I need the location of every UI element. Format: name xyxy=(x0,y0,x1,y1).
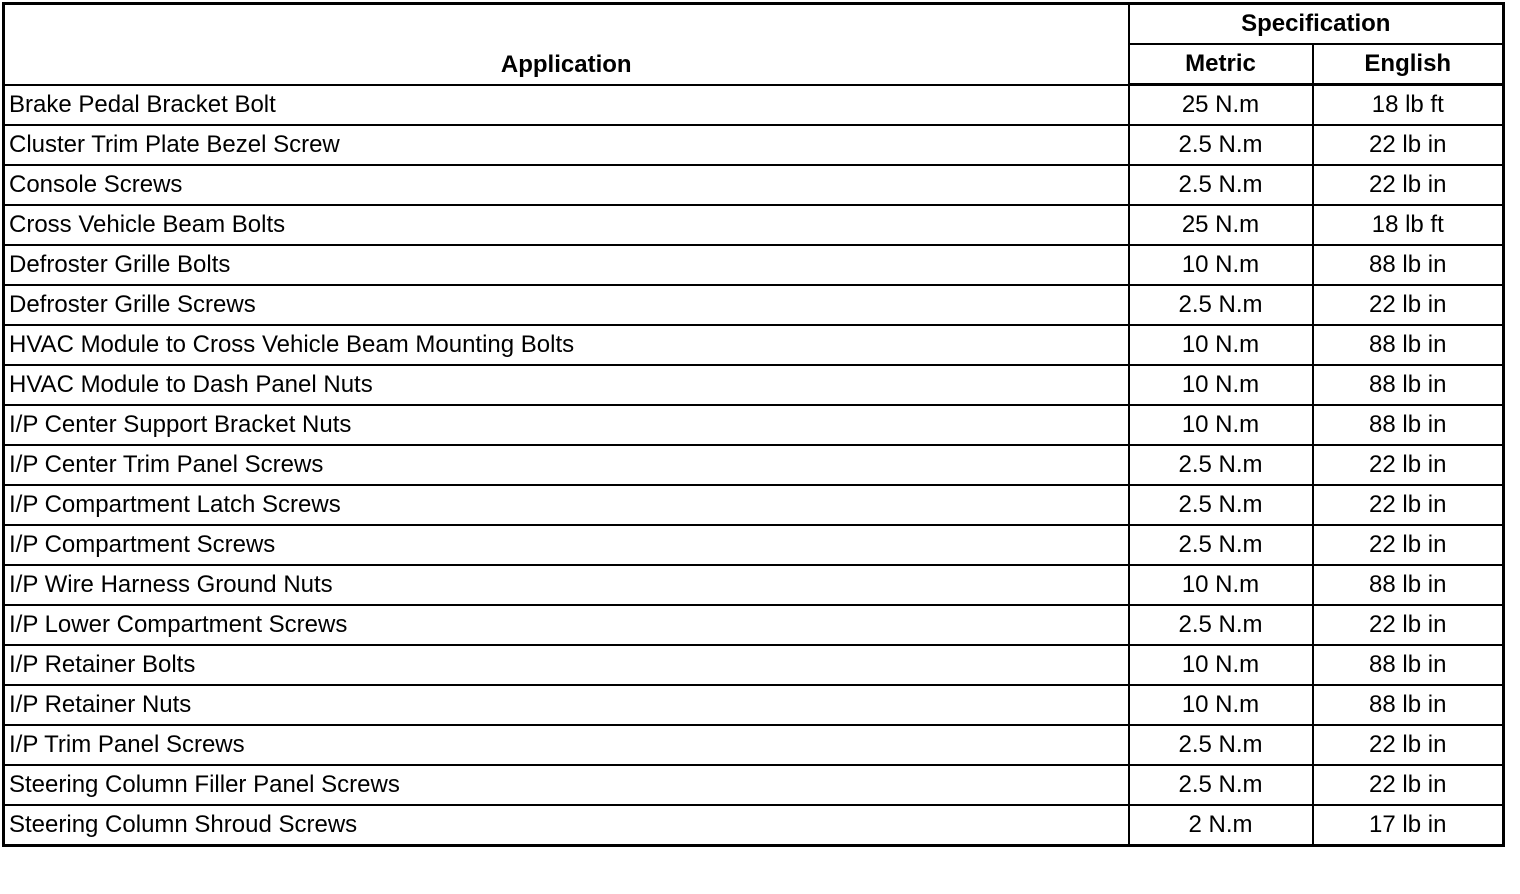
english-cell: 88 lb in xyxy=(1313,565,1504,605)
table-row xyxy=(4,685,1504,725)
metric-cell: 2.5 N.m xyxy=(1129,165,1313,205)
table-row xyxy=(4,485,1504,525)
metric-cell: 25 N.m xyxy=(1129,85,1313,126)
table-row xyxy=(4,405,1504,445)
fastener-specification-table xyxy=(2,2,1505,847)
application-cell: HVAC Module to Cross Vehicle Beam Mounting Bolts xyxy=(4,325,1129,365)
english-cell: 88 lb in xyxy=(1313,405,1504,445)
metric-cell: 2.5 N.m xyxy=(1129,605,1313,645)
specification-column-header: Specification xyxy=(1129,4,1504,45)
metric-cell: 2.5 N.m xyxy=(1129,725,1313,765)
application-cell: I/P Retainer Nuts xyxy=(4,685,1129,725)
table-row xyxy=(4,725,1504,765)
metric-cell: 10 N.m xyxy=(1129,685,1313,725)
metric-cell: 10 N.m xyxy=(1129,325,1313,365)
metric-cell: 2.5 N.m xyxy=(1129,285,1313,325)
english-cell: 17 lb in xyxy=(1313,805,1504,846)
table-row xyxy=(4,85,1504,126)
header-row-top xyxy=(4,4,1504,45)
application-column-header: Application xyxy=(4,4,1129,85)
application-cell: Brake Pedal Bracket Bolt xyxy=(4,85,1129,126)
english-cell: 88 lb in xyxy=(1313,245,1504,285)
application-cell: I/P Center Support Bracket Nuts xyxy=(4,405,1129,445)
metric-cell: 2.5 N.m xyxy=(1129,525,1313,565)
english-cell: 22 lb in xyxy=(1313,725,1504,765)
english-cell: 22 lb in xyxy=(1313,445,1504,485)
metric-cell: 2 N.m xyxy=(1129,805,1313,846)
metric-cell: 10 N.m xyxy=(1129,565,1313,605)
table-row xyxy=(4,445,1504,485)
application-cell: Cross Vehicle Beam Bolts xyxy=(4,205,1129,245)
application-cell: I/P Compartment Screws xyxy=(4,525,1129,565)
english-cell: 88 lb in xyxy=(1313,325,1504,365)
table-row xyxy=(4,365,1504,405)
english-cell: 22 lb in xyxy=(1313,285,1504,325)
english-cell: 18 lb ft xyxy=(1313,205,1504,245)
application-cell: I/P Trim Panel Screws xyxy=(4,725,1129,765)
metric-cell: 2.5 N.m xyxy=(1129,445,1313,485)
english-cell: 18 lb ft xyxy=(1313,85,1504,126)
english-cell: 88 lb in xyxy=(1313,365,1504,405)
metric-cell: 2.5 N.m xyxy=(1129,485,1313,525)
table-row xyxy=(4,805,1504,846)
table-row xyxy=(4,285,1504,325)
english-cell: 88 lb in xyxy=(1313,685,1504,725)
application-cell: Defroster Grille Bolts xyxy=(4,245,1129,285)
english-cell: 22 lb in xyxy=(1313,525,1504,565)
metric-cell: 2.5 N.m xyxy=(1129,125,1313,165)
english-cell: 22 lb in xyxy=(1313,765,1504,805)
english-cell: 22 lb in xyxy=(1313,125,1504,165)
table-row xyxy=(4,325,1504,365)
english-cell: 88 lb in xyxy=(1313,645,1504,685)
metric-cell: 10 N.m xyxy=(1129,405,1313,445)
application-cell: I/P Center Trim Panel Screws xyxy=(4,445,1129,485)
metric-cell: 10 N.m xyxy=(1129,645,1313,685)
table-row xyxy=(4,125,1504,165)
english-cell: 22 lb in xyxy=(1313,605,1504,645)
table-body xyxy=(4,85,1504,846)
table-row xyxy=(4,525,1504,565)
application-cell: I/P Retainer Bolts xyxy=(4,645,1129,685)
table-row xyxy=(4,765,1504,805)
english-cell: 22 lb in xyxy=(1313,165,1504,205)
application-cell: Console Screws xyxy=(4,165,1129,205)
table-row xyxy=(4,205,1504,245)
application-cell: Defroster Grille Screws xyxy=(4,285,1129,325)
application-cell: Steering Column Filler Panel Screws xyxy=(4,765,1129,805)
table-header xyxy=(4,4,1504,85)
metric-cell: 10 N.m xyxy=(1129,245,1313,285)
metric-cell: 10 N.m xyxy=(1129,365,1313,405)
application-cell: I/P Compartment Latch Screws xyxy=(4,485,1129,525)
metric-cell: 25 N.m xyxy=(1129,205,1313,245)
application-cell: Cluster Trim Plate Bezel Screw xyxy=(4,125,1129,165)
table-row xyxy=(4,605,1504,645)
application-cell: Steering Column Shroud Screws xyxy=(4,805,1129,846)
metric-column-header: Metric xyxy=(1129,44,1313,85)
metric-cell: 2.5 N.m xyxy=(1129,765,1313,805)
application-cell: HVAC Module to Dash Panel Nuts xyxy=(4,365,1129,405)
table-row xyxy=(4,165,1504,205)
english-cell: 22 lb in xyxy=(1313,485,1504,525)
table-row xyxy=(4,245,1504,285)
table-row xyxy=(4,565,1504,605)
application-cell: I/P Wire Harness Ground Nuts xyxy=(4,565,1129,605)
table-row xyxy=(4,645,1504,685)
english-column-header: English xyxy=(1313,44,1504,85)
application-cell: I/P Lower Compartment Screws xyxy=(4,605,1129,645)
